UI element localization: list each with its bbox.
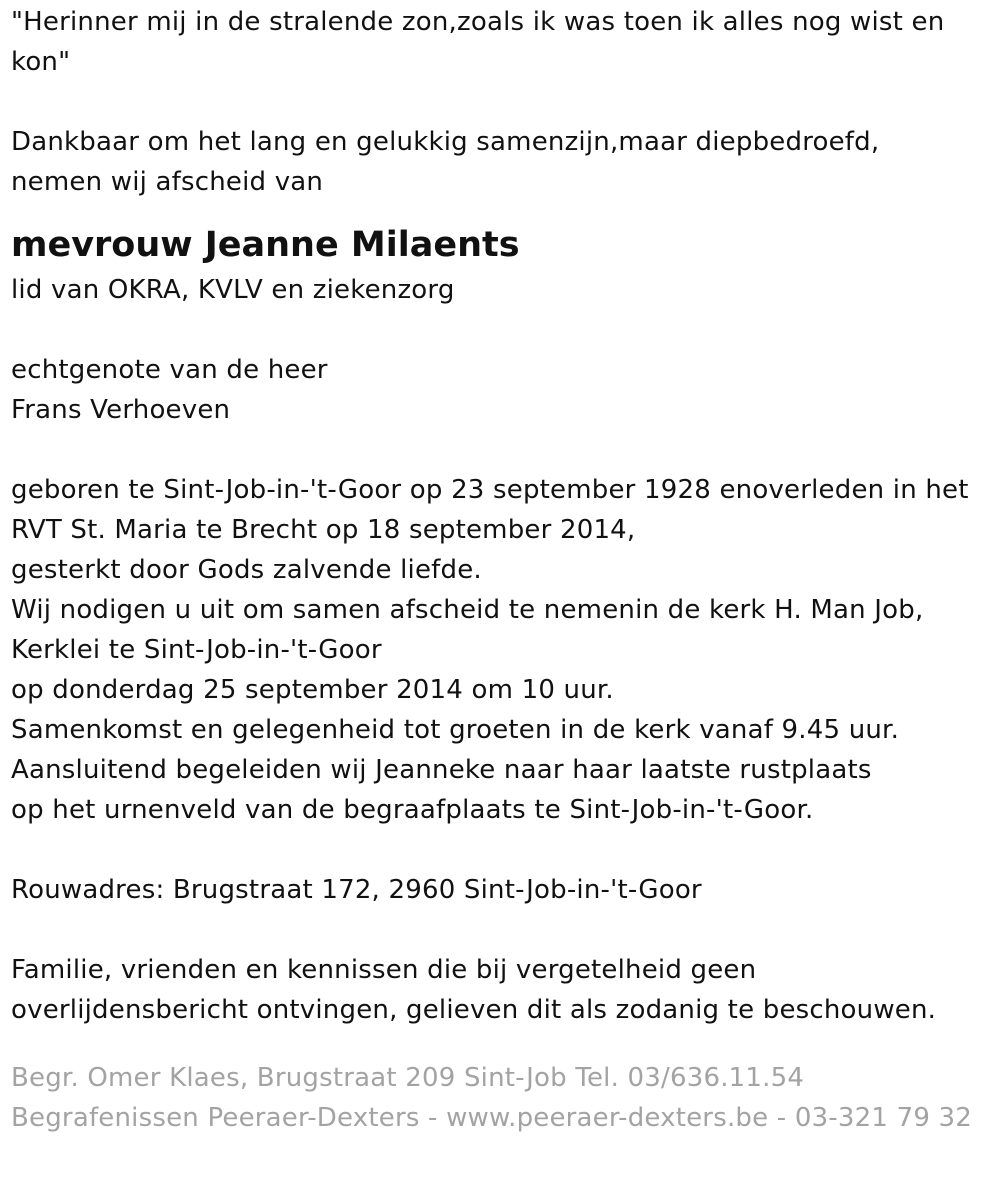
spouse-name: Frans Verhoeven xyxy=(11,395,231,425)
notice-line: overlijdensbericht ontvingen, gelieven dit als zodanig te beschouwen. xyxy=(11,995,937,1025)
footer xyxy=(11,1058,986,1138)
details-line: Wij nodigen u uit om samen afscheid te nemenin de kerk H. Man Job, xyxy=(11,595,924,625)
notice xyxy=(11,950,986,1030)
funeral-home-line: Begrafenissen Peeraer-Dexters - www.peeraer-dexters.be - 03-321 79 32 xyxy=(11,1103,973,1133)
deceased-name: mevrouw Jeanne Milaents xyxy=(11,225,520,265)
spouse xyxy=(11,350,986,430)
mourning-address: Rouwadres: Brugstraat 172, 2960 Sint-Job-in-'t-Goor xyxy=(11,875,702,905)
notice-line: Familie, vrienden en kennissen die bij vergetelheid geen xyxy=(11,955,757,985)
details-line: Samenkomst en gelegenheid tot groeten in de kerk vanaf 9.45 uur. xyxy=(11,715,900,745)
quote xyxy=(11,2,986,82)
details-line: op het urnenveld van de begraafplaats te Sint-Job-in-'t-Goor. xyxy=(11,795,814,825)
details-line: RVT St. Maria te Brecht op 18 september 2014, xyxy=(11,515,636,545)
intro-line: Dankbaar om het lang en gelukkig samenzijn,maar diepbedroefd, xyxy=(11,127,880,157)
quote-line: kon" xyxy=(11,47,71,77)
details xyxy=(11,470,986,830)
details-line: geboren te Sint-Job-in-'t-Goor op 23 september 1928 enoverleden in het xyxy=(11,475,969,505)
details-line: gesterkt door Gods zalvende liefde. xyxy=(11,555,482,585)
obituary-notice xyxy=(11,2,986,1138)
funeral-home-line: Begr. Omer Klaes, Brugstraat 209 Sint-Job Tel. 03/636.11.54 xyxy=(11,1063,805,1093)
details-line: Kerklei te Sint-Job-in-'t-Goor xyxy=(11,635,382,665)
spouse-line: echtgenote van de heer xyxy=(11,355,328,385)
membership: lid van OKRA, KVLV en ziekenzorg xyxy=(11,275,455,305)
quote-line: "Herinner mij in de stralende zon,zoals ik was toen ik alles nog wist en xyxy=(11,7,945,37)
details-line: op donderdag 25 september 2014 om 10 uur. xyxy=(11,675,614,705)
intro-line: nemen wij afscheid van xyxy=(11,167,324,197)
intro xyxy=(11,122,986,202)
details-line: Aansluitend begeleiden wij Jeanneke naar haar laatste rustplaats xyxy=(11,755,872,785)
